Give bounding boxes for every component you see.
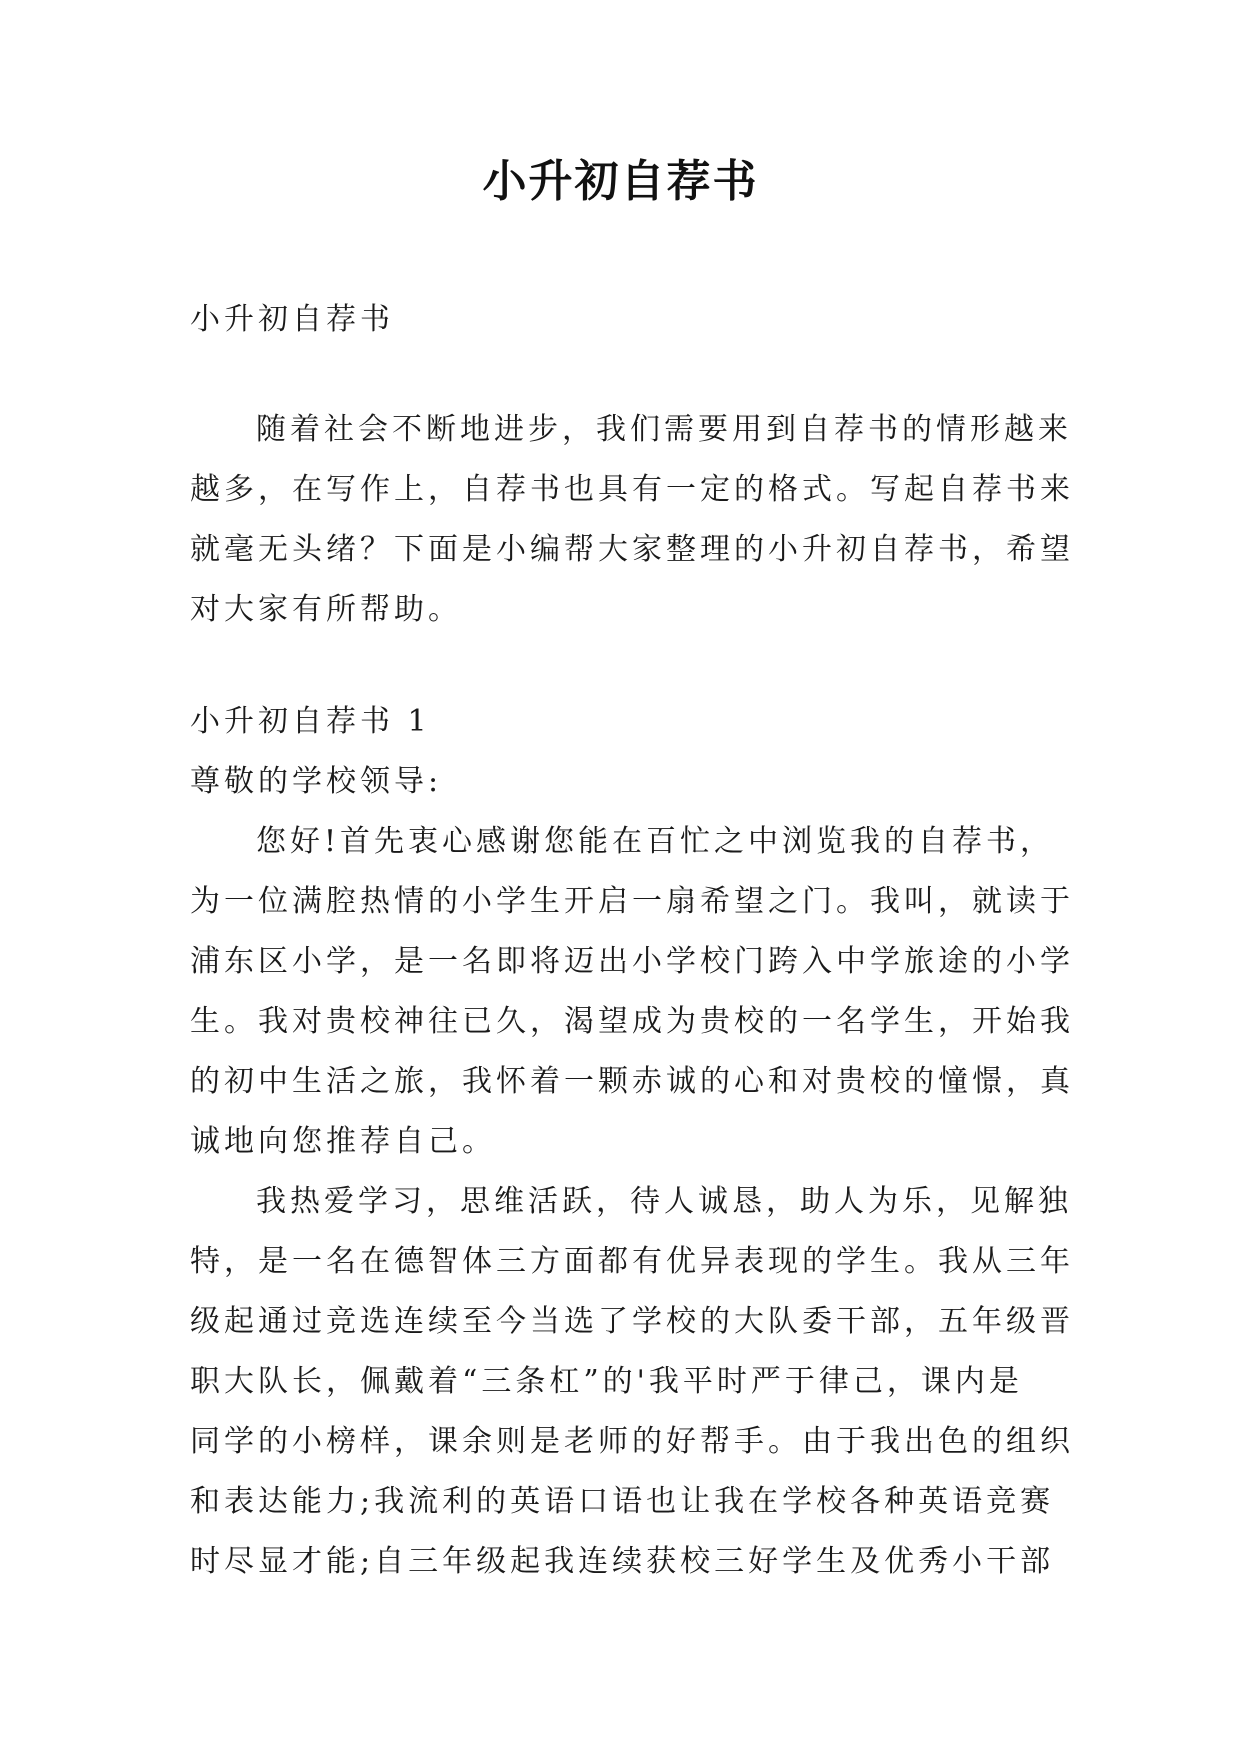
paragraph-line: 时尽显才能;自三年级起我连续获校三好学生及优秀小干部 [190,1544,1055,1579]
paragraph-1 [190,812,1074,1172]
intro-paragraph [190,400,1074,640]
document-subtitle [190,290,1054,350]
paragraph-line: 特，是一名在德智体三方面都有优异表现的学生。我从三年 [190,1244,1074,1279]
paragraph-line: 级起通过竞选连续至今当选了学校的大队委干部，五年级晋 [190,1304,1074,1339]
paragraph-line: 我热爱学习，思维活跃，待人诚恳，助人为乐，见解独 [256,1184,1072,1219]
paragraph-line: 的初中生活之旅，我怀着一颗赤诚的心和对贵校的憧憬，真 [190,1064,1074,1099]
section-heading: 小升初自荐书 1 [190,704,431,739]
paragraph-line: 为一位满腔热情的小学生开启一扇希望之门。我叫，就读于 [190,884,1074,919]
section-1 [190,692,1074,1592]
paragraph-line: 生。我对贵校神往已久，渴望成为贵校的一名学生，开始我 [190,1004,1074,1039]
intro-line: 对大家有所帮助。 [190,592,462,627]
salutation: 尊敬的学校领导: [190,764,443,799]
paragraph-line: 同学的小榜样，课余则是老师的好帮手。由于我出色的组织 [190,1424,1074,1459]
intro-line: 就毫无头绪？下面是小编帮大家整理的小升初自荐书，希望 [190,532,1074,567]
paragraph-line: 职大队长，佩戴着“三条杠”的'我平时严于律己，课内是 [190,1364,1023,1399]
paragraph-line: 和表达能力;我流利的英语口语也让我在学校各种英语竞赛 [190,1484,1055,1519]
paragraph-2 [190,1172,1074,1592]
intro-line: 随着社会不断地进步，我们需要用到自荐书的情形越来 [256,412,1072,447]
paragraph-line: 诚地向您推荐自己。 [190,1124,496,1159]
subtitle-line: 小升初自荐书 [190,302,394,337]
document-title: 小升初自荐书 [482,156,759,207]
intro-line: 越多，在写作上，自荐书也具有一定的格式。写起自荐书来 [190,472,1074,507]
paragraph-line: 浦东区小学，是一名即将迈出小学校门跨入中学旅途的小学 [190,944,1074,979]
paragraph-line: 您好!首先衷心感谢您能在百忙之中浏览我的自荐书， [256,824,1055,859]
